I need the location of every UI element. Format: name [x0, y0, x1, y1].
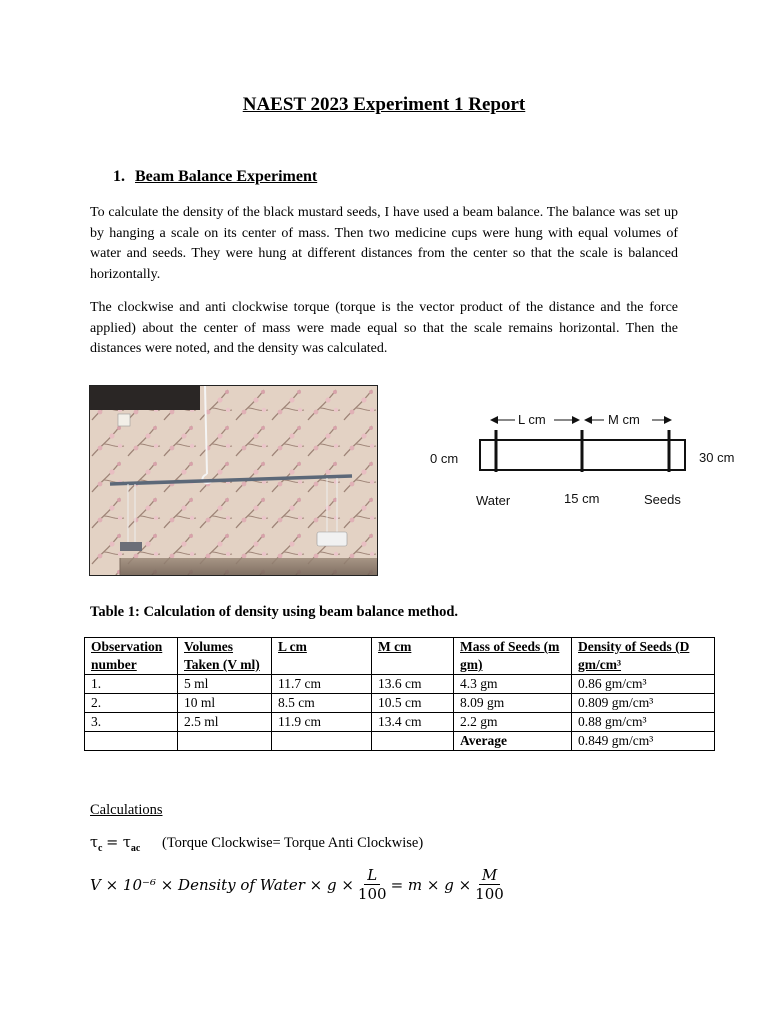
cell: 3.	[85, 713, 178, 732]
cell: 4.3 gm	[454, 675, 572, 694]
cell: 5 ml	[178, 675, 272, 694]
header-mass: Mass of Seeds (m gm)	[454, 638, 572, 675]
header-m-cm: M cm	[372, 638, 454, 675]
zero-cm-label: 0 cm	[430, 451, 459, 466]
torque-note: (Torque Clockwise= Torque Anti Clockwise)	[161, 835, 424, 851]
paragraph-torque: The clockwise and anti clockwise torque (torque is the vector product of the distance and the force applied) about the center of mass were made equal so that the scale remains horizontal. Then the distances were noted, and the density was calculated.	[90, 300, 678, 356]
equation-left: V × 10⁻⁶ × Density of Water × g ×	[90, 875, 354, 894]
cell	[272, 732, 372, 751]
table-row	[85, 694, 715, 713]
cell	[178, 732, 272, 751]
density-equation	[90, 866, 508, 903]
table-caption: Table 1: Calculation of density using beam balance method.	[90, 604, 459, 620]
cell: 10.5 cm	[372, 694, 454, 713]
equation-middle: = m × g ×	[390, 875, 472, 894]
water-label: Water	[476, 493, 511, 508]
paragraph-intro: To calculate the density of the black mustard seeds, I have used a beam balance. The balance was set up by hanging a scale on its center of mass. Then two medicine cups were hung with equal volumes of water and seeds. They were hung at different distances from the center so that the scale is balanced horizontally.	[90, 205, 678, 282]
thirty-cm-label: 30 cm	[699, 450, 735, 465]
cell	[85, 732, 178, 751]
section-heading	[113, 168, 317, 186]
cell	[372, 732, 454, 751]
table-average-row	[85, 732, 715, 751]
cell: 13.6 cm	[372, 675, 454, 694]
photo-illustration	[90, 386, 378, 576]
header-density: Density of Seeds (D gm/cm³	[572, 638, 715, 675]
beam-balance-photo	[89, 385, 378, 576]
table-row	[85, 713, 715, 732]
cell: 2.	[85, 694, 178, 713]
cell: 0.88 gm/cm³	[572, 713, 715, 732]
density-table	[84, 637, 715, 751]
average-value: 0.849 gm/cm³	[572, 732, 715, 751]
cell: 11.9 cm	[272, 713, 372, 732]
torque-equation: $\tau_c = \tau_{ac}$ (Torque Clockwise= Torque Anti Clockwise)	[90, 835, 424, 854]
header-observation: Observation number	[85, 638, 178, 675]
section-number: 1.	[113, 168, 125, 185]
fraction-l: $\frac{L}{100}$	[357, 866, 387, 903]
beam-diagram	[420, 400, 750, 520]
cell: 8.5 cm	[272, 694, 372, 713]
fifteen-cm-label: 15 cm	[564, 491, 600, 506]
m-cm-label: M cm	[608, 412, 640, 427]
document-title: NAEST 2023 Experiment 1 Report	[242, 94, 526, 115]
cell: 0.809 gm/cm³	[572, 694, 715, 713]
cell: 0.86 gm/cm³	[572, 675, 715, 694]
cell: 2.5 ml	[178, 713, 272, 732]
calculations-heading: Calculations	[90, 802, 163, 818]
header-volume: Volumes Taken (V ml)	[178, 638, 272, 675]
fraction-m: $\frac{M}{100}$	[475, 866, 504, 903]
cell: 8.09 gm	[454, 694, 572, 713]
l-cm-label: L cm	[518, 412, 546, 427]
header-l-cm: L cm	[272, 638, 372, 675]
average-label: Average	[454, 732, 572, 751]
cell: 10 ml	[178, 694, 272, 713]
cell: 11.7 cm	[272, 675, 372, 694]
seeds-label: Seeds	[644, 492, 681, 507]
cell: 13.4 cm	[372, 713, 454, 732]
cell: 2.2 gm	[454, 713, 572, 732]
section-title: Beam Balance Experiment	[135, 168, 318, 185]
table-row	[85, 675, 715, 694]
cell: 1.	[85, 675, 178, 694]
table-header-row	[85, 638, 715, 675]
